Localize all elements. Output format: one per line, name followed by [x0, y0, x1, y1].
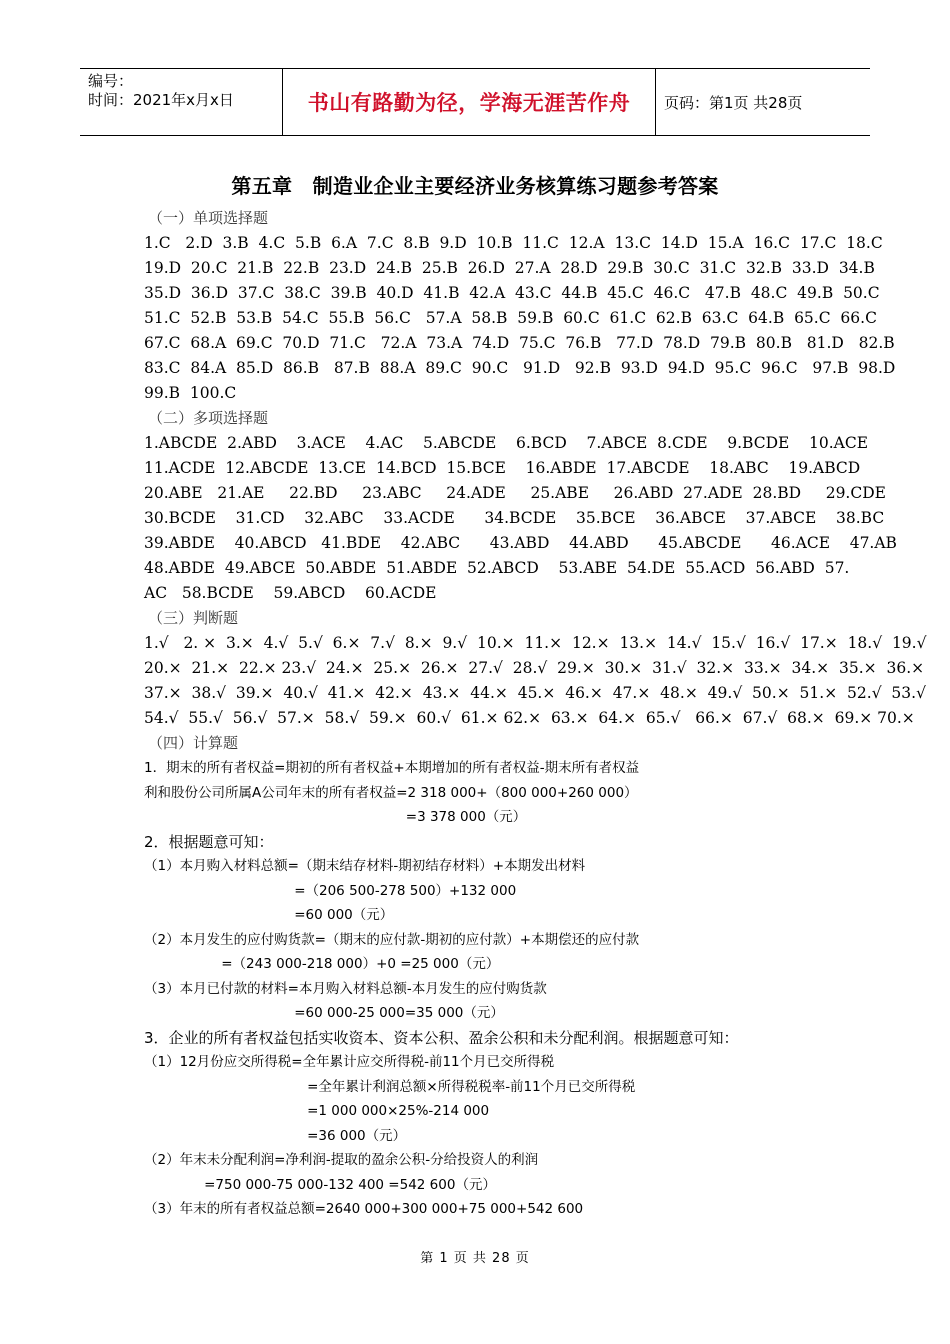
answer-line: 83.C 84.A 85.D 86.B 87.B 88.A 89.C 90.C 91.D 92.B 93.D 94.D 95.C 96.C 97.B 98.D [144, 359, 896, 377]
calc-line: （3）年末的所有者权益总额=2640 000+300 000+75 000+542 600 [144, 1201, 584, 1217]
calc-line: =全年累计利润总额×所得税税率-前11个月已交所得税 [144, 1078, 636, 1095]
calc-line: =36 000（元） [144, 1127, 407, 1144]
answer-line: 11.ACDE 12.ABCDE 13.CE 14.BCD 15.BCE 16.ABDE 17.ABCDE 18.ABC 19.ABCD [144, 459, 861, 477]
answer-line: 51.C 52.B 53.B 54.C 55.B 56.C 57.A 58.B 59.B 60.C 61.C 62.B 63.C 64.B 65.C 66.C [144, 309, 877, 327]
answer-line: 30.BCDE 31.CD 32.ABC 33.ACDE 34.BCDE 35.BCE 36.ABCE 37.ABCE 38.BC [144, 509, 885, 527]
answer-line: 19.D 20.C 21.B 22.B 23.D 24.B 25.B 26.D 27.A 28.D 29.B 30.C 31.C 32.B 33.D 34.B [144, 259, 875, 277]
calc-line: =60 000-25 000=35 000（元） [144, 1005, 504, 1021]
section-heading: （三）判断题 [148, 609, 239, 627]
calc-line: =60 000（元） [144, 907, 394, 923]
page-info-text: 页码：第1页 共28页 [664, 93, 803, 112]
answer-line: 54.√ 55.√ 56.√ 57.× 58.√ 59.× 60.√ 61.× 62.× 63.× 64.× 65.√ 66.× 67.√ 68.× 69.× 70.× [144, 709, 915, 727]
motto-text: 书山有路勤为径，学海无涯苦作舟 [307, 91, 631, 115]
calc-line: 1．期末的所有者权益=期初的所有者权益+本期增加的所有者权益-期末所有者权益 [144, 760, 640, 776]
calc-line: （1）12月份应交所得税=全年累计应交所得税-前11个月已交所得税 [144, 1054, 555, 1070]
calculation-section [144, 756, 814, 1222]
section-heading: （一）单项选择题 [148, 209, 269, 227]
calc-line: =（206 500-278 500）+132 000 [144, 882, 517, 899]
answer-line: 20.× 21.× 22.× 23.√ 24.× 25.× 26.× 27.√ 28.√ 29.× 30.× 31.√ 32.× 33.× 34.× 35.× 36.× [144, 659, 925, 677]
calc-line: =3 378 000（元） [144, 809, 527, 825]
answer-line: 1.√ 2. × 3.× 4.√ 5.√ 6.× 7.√ 8.× 9.√ 10.× 11.× 12.× 13.× 14.√ 15.√ 16.√ 17.× 18.√ 19.√ [144, 634, 927, 652]
calc-line: 3．企业的所有者权益包括实收资本、资本公积、盈余公积和未分配利润。根据题意可知： [144, 1028, 739, 1047]
answer-line: 39.ABDE 40.ABCD 41.BDE 42.ABC 43.ABD 44.ABD 45.ABCDE 46.ACE 47.AB [144, 534, 897, 552]
answer-line: 37.× 38.√ 39.× 40.√ 41.× 42.× 43.× 44.× 45.× 46.× 47.× 48.× 49.√ 50.× 51.× 52.√ 53.√ [144, 684, 926, 702]
header-meta [80, 69, 282, 135]
answer-line: 1.C 2.D 3.B 4.C 5.B 6.A 7.C 8.B 9.D 10.B 11.C 12.A 13.C 14.D 15.A 16.C 17.C 18.C [144, 234, 883, 252]
page-footer: 第 1 页 共 28 页 [420, 1251, 530, 1266]
page-title: 第五章 制造业企业主要经济业务核算练习题参考答案 [231, 174, 719, 198]
calc-line: =750 000-75 000-132 400 =542 600（元） [144, 1176, 496, 1193]
section-heading: （二）多项选择题 [148, 409, 269, 427]
calc-line: （1）本月购入材料总额=（期末结存材料-期初结存材料）+本期发出材料 [144, 858, 586, 874]
answer-line: 1.ABCDE 2.ABD 3.ACE 4.AC 5.ABCDE 6.BCD 7.ABCE 8.CDE 9.BCDE 10.ACE [144, 434, 869, 452]
header-motto-cell [282, 69, 656, 135]
answer-line: 99.B 100.C [144, 384, 237, 402]
calc-line: 利和股份公司所属A公司年末的所有者权益=2 318 000+（800 000+260 000） [144, 784, 638, 801]
time-label: 时间：2021年x月x日 [88, 91, 234, 109]
calc-line: =1 000 000×25%-214 000 [144, 1103, 490, 1119]
answer-line: 20.ABE 21.AE 22.BD 23.ABC 24.ADE 25.ABE 26.ABD 27.ADE 28.BD 29.CDE [144, 484, 886, 502]
calc-line: =（243 000-218 000）+0 =25 000（元） [144, 956, 500, 972]
answer-line: 48.ABDE 49.ABCE 50.ABDE 51.ABDE 52.ABCD 53.ABE 54.DE 55.ACD 56.ABD 57. [144, 559, 850, 577]
calc-line: （2）年末未分配利润=净利润-提取的盈余公积-分给投资人的利润 [144, 1152, 539, 1168]
answer-line: 67.C 68.A 69.C 70.D 71.C 72.A 73.A 74.D 75.C 76.B 77.D 78.D 79.B 80.B 81.D 82.B [144, 334, 895, 352]
document-header [80, 68, 870, 136]
answer-sections [144, 206, 927, 756]
header-page-info [656, 69, 870, 135]
answer-content [144, 206, 927, 1222]
serial-label: 编号： [88, 72, 134, 90]
answer-line: AC 58.BCDE 59.ABCD 60.ACDE [144, 584, 437, 602]
answer-line: 35.D 36.D 37.C 38.C 39.B 40.D 41.B 42.A 43.C 44.B 45.C 46.C 47.B 48.C 49.B 50.C [144, 284, 880, 302]
calc-line: （3）本月已付款的材料=本月购入材料总额-本月发生的应付购货款 [144, 980, 547, 997]
section-heading: （四）计算题 [148, 734, 239, 752]
calc-line: 2．根据题意可知： [144, 832, 274, 851]
calc-line: （2）本月发生的应付购货款=（期末的应付款-期初的应付款）+本期偿还的应付款 [144, 931, 640, 948]
